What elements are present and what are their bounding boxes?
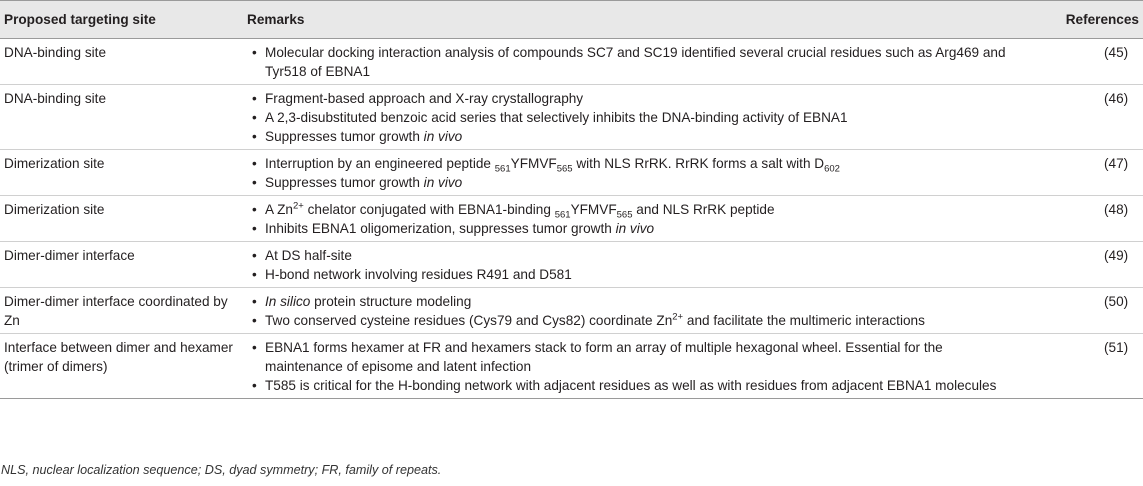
site-cell: Interface between dimer and hexamer (trimer of dimers) [4, 340, 233, 374]
remark-item: • A $Zn^{2+}$ chelator conjugated with EBNA1-binding $_{561}YFMVF_{565}$ and NLS RrRK peptide [252, 200, 775, 221]
reference-cell: (46) [1104, 91, 1129, 106]
bullet-icon: • [252, 91, 257, 106]
site-cell: Dimer-dimer interface [4, 248, 135, 263]
bullet-icon: • [252, 313, 257, 328]
reference-cell: (51) [1104, 340, 1129, 355]
header-targeting-site: Proposed targeting site [4, 12, 156, 27]
remarks-cell [243, 242, 1022, 288]
remark-item: • At DS half-site [252, 248, 352, 263]
table-row [0, 242, 1143, 288]
reference-cell: (47) [1104, 156, 1129, 171]
remark-item: • H-bond network involving residues R491 and D581 [252, 267, 572, 282]
remark-item: • T585 is critical for the H-bonding network with adjacent residues as well as with residues from adjacent EBNA1 molecules [252, 378, 997, 393]
bullet-icon: • [252, 221, 257, 236]
bullet-icon: • [252, 248, 257, 263]
remarks-list [247, 154, 1018, 192]
remark-item: • In silico protein structure modeling [252, 294, 472, 309]
remarks-cell [243, 196, 1022, 242]
remarks-list [247, 246, 1018, 284]
remark-item: • A 2,3-disubstituted benzoic acid series that selectively inhibits the DNA-binding activity of EBNA1 [252, 110, 848, 125]
table-row [0, 196, 1143, 242]
remark-item: • Two conserved cysteine residues (Cys79 and Cys82) coordinate $Zn^{2+}$ and facilitate the multimeric interactions [252, 311, 925, 328]
table-row [0, 150, 1143, 196]
remarks-cell [243, 39, 1022, 85]
remarks-list [247, 292, 1018, 330]
table-row [0, 39, 1143, 85]
table-row [0, 288, 1143, 334]
bullet-icon: • [252, 45, 257, 60]
bullet-icon: • [252, 156, 257, 171]
remarks-list [247, 338, 1018, 395]
table-row [0, 334, 1143, 399]
header-references: References [1065, 12, 1139, 27]
remarks-cell [243, 150, 1022, 196]
table-row [0, 85, 1143, 150]
reference-cell: (49) [1104, 248, 1129, 263]
table-footnote: NLS, nuclear localization sequence; DS, dyad symmetry; FR, family of repeats. [1, 463, 442, 477]
bullet-icon: • [252, 294, 257, 309]
remarks-list [247, 89, 1018, 146]
bullet-icon: • [252, 129, 257, 144]
bullet-icon: • [252, 202, 257, 217]
site-cell: DNA-binding site [4, 45, 106, 60]
site-cell: Dimerization site [4, 156, 105, 171]
reference-cell: (48) [1104, 202, 1129, 217]
site-cell: DNA-binding site [4, 91, 106, 106]
remark-item: • Molecular docking interaction analysis of compounds SC7 and SC19 identified several crucial residues such as Arg469 and Tyr518 of EBNA1 [252, 45, 1006, 79]
bullet-icon: • [252, 267, 257, 282]
remark-item: • Fragment-based approach and X-ray crystallography [252, 91, 584, 106]
reference-cell: (50) [1104, 294, 1129, 309]
bullet-icon: • [252, 110, 257, 125]
remarks-list [247, 43, 1018, 81]
remark-item: • EBNA1 forms hexamer at FR and hexamers stack to form an array of multiple hexagonal wheel. Essential for the maintenance of episome and latent infection [252, 340, 943, 374]
bullet-icon: • [252, 378, 257, 393]
site-cell: Dimer-dimer interface coordinated by Zn [4, 294, 228, 328]
remarks-cell [243, 85, 1022, 150]
bullet-icon: • [252, 340, 257, 355]
remarks-cell [243, 288, 1022, 334]
remark-item: • Suppresses tumor growth in vivo [252, 129, 463, 144]
remarks-list [247, 200, 1018, 238]
header-row [0, 1, 1143, 39]
header-remarks: Remarks [247, 12, 305, 27]
remark-item: • Interruption by an engineered peptide $_{561}YFMVF_{565}$ with NLS RrRK. RrRK forms a salt with $D_{602}$ [252, 156, 840, 175]
remarks-cell [243, 334, 1022, 399]
reference-cell: (45) [1104, 45, 1129, 60]
site-cell: Dimerization site [4, 202, 105, 217]
remark-item: • Suppresses tumor growth in vivo [252, 175, 463, 190]
bullet-icon: • [252, 175, 257, 190]
remark-item: • Inhibits EBNA1 oligomerization, suppresses tumor growth in vivo [252, 221, 655, 236]
